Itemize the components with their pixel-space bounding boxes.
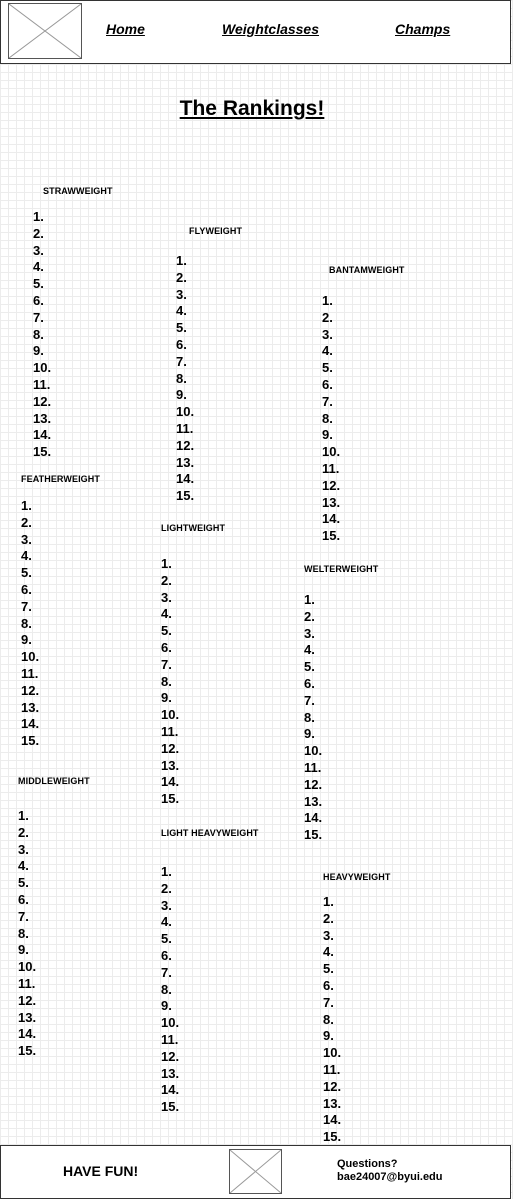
rank-item: 14. [176, 471, 195, 487]
rank-item: 2. [322, 309, 333, 325]
middleweight-title: MIDDLEWEIGHT [18, 776, 90, 786]
rank-item: 13. [33, 410, 52, 426]
rank-item: 3. [33, 242, 44, 258]
rank-item: 5. [176, 320, 187, 336]
rank-item: 3. [304, 625, 315, 641]
page-title: The Rankings! [179, 97, 325, 120]
rank-item: 4. [21, 548, 32, 564]
rank-item: 12. [21, 682, 40, 698]
rank-item: 4. [161, 606, 172, 622]
rank-item: 2. [161, 880, 172, 896]
rank-item: 5. [322, 360, 333, 376]
rank-item: 8. [176, 370, 187, 386]
rank-item: 13. [161, 1065, 180, 1081]
rank-item: 1. [33, 209, 44, 224]
rank-item: 8. [323, 1011, 334, 1027]
site-footer [0, 1145, 511, 1199]
rank-item: 1. [161, 556, 172, 571]
bantamweight-rank-list [322, 293, 340, 545]
rank-item: 8. [161, 673, 172, 689]
rank-item: 3. [322, 326, 333, 342]
rank-item: 10. [18, 959, 37, 975]
rank-item: 2. [323, 910, 334, 926]
rank-item: 7. [176, 353, 187, 369]
rank-item: 11. [161, 723, 179, 739]
rank-item: 15. [161, 1099, 180, 1115]
nav-home-link[interactable]: Home [106, 21, 145, 37]
rank-item: 4. [322, 343, 333, 359]
rank-item: 5. [18, 875, 29, 891]
rank-item: 3. [161, 897, 172, 913]
rank-item: 4. [18, 858, 29, 874]
rank-item: 9. [161, 998, 172, 1014]
rank-item: 6. [161, 947, 172, 963]
rank-item: 5. [161, 623, 172, 639]
rank-item: 6. [161, 639, 172, 655]
rank-item: 10. [176, 404, 195, 420]
contact-label: Questions? [337, 1158, 398, 1170]
rank-item: 14. [323, 1112, 342, 1128]
rank-item: 15. [323, 1129, 342, 1145]
rank-item: 5. [33, 276, 44, 292]
rank-item: 12. [33, 393, 52, 409]
rank-item: 11. [304, 759, 322, 775]
rank-item: 15. [33, 444, 52, 460]
rank-item: 3. [21, 531, 32, 547]
rank-item: 9. [33, 343, 44, 359]
rank-item: 3. [18, 841, 29, 857]
rank-item: 10. [322, 444, 341, 460]
rank-item: 1. [176, 253, 187, 268]
rank-item: 11. [323, 1061, 341, 1077]
light-heavyweight-rank-list [161, 864, 179, 1116]
rank-item: 14. [33, 427, 52, 443]
rank-item: 11. [33, 376, 51, 392]
rank-item: 1. [323, 894, 334, 909]
rank-item: 10. [323, 1045, 342, 1061]
rank-item: 10. [33, 360, 52, 376]
rank-item: 6. [176, 336, 187, 352]
rank-item: 7. [161, 964, 172, 980]
nav-champs-link[interactable]: Champs [395, 21, 451, 37]
rank-item: 13. [322, 494, 341, 510]
rank-item: 10. [161, 1015, 180, 1031]
featherweight-rank-list [21, 498, 39, 750]
rank-item: 7. [304, 692, 315, 708]
flyweight-rank-list [176, 253, 194, 505]
rank-item: 9. [322, 427, 333, 443]
rank-item: 6. [21, 581, 32, 597]
rank-item: 6. [304, 675, 315, 691]
rank-item: 12. [304, 776, 323, 792]
rank-item: 1. [304, 592, 315, 607]
footer-tagline: HAVE FUN! [63, 1163, 139, 1179]
rank-item: 11. [176, 420, 194, 436]
rank-item: 10. [161, 707, 180, 723]
rank-item: 15. [176, 488, 195, 504]
rank-item: 1. [21, 498, 32, 513]
rank-item: 4. [33, 259, 44, 275]
rank-item: 7. [18, 908, 29, 924]
rank-item: 5. [304, 659, 315, 675]
rank-item: 6. [323, 977, 334, 993]
site-header [0, 0, 511, 64]
rank-item: 9. [304, 726, 315, 742]
lightweight-title: LIGHTWEIGHT [161, 523, 226, 533]
rank-item: 8. [304, 709, 315, 725]
light-heavyweight-title: LIGHT HEAVYWEIGHT [161, 828, 259, 838]
rank-item: 14. [161, 774, 180, 790]
rank-item: 7. [161, 656, 172, 672]
strawweight-title: STRAWWEIGHT [43, 186, 113, 196]
welterweight-rank-list [304, 592, 322, 844]
rank-item: 9. [161, 690, 172, 706]
rank-item: 13. [161, 757, 180, 773]
rank-item: 2. [176, 269, 187, 285]
rank-item: 11. [161, 1031, 179, 1047]
rank-item: 2. [161, 572, 172, 588]
rank-item: 1. [322, 293, 333, 308]
footer-image-placeholder-icon [229, 1149, 282, 1194]
rank-item: 12. [323, 1078, 342, 1094]
welterweight-title: WELTERWEIGHT [304, 564, 379, 574]
rank-item: 13. [304, 793, 323, 809]
rank-item: 7. [323, 994, 334, 1010]
rank-item: 5. [21, 565, 32, 581]
rank-item: 11. [18, 975, 36, 991]
rank-item: 4. [323, 944, 334, 960]
rank-item: 8. [21, 615, 32, 631]
rank-item: 7. [33, 309, 44, 325]
rank-item: 12. [161, 740, 180, 756]
rank-item: 14. [304, 810, 323, 826]
rank-item: 14. [322, 511, 341, 527]
lightweight-rank-list [161, 556, 179, 808]
rank-item: 4. [304, 642, 315, 658]
rank-item: 13. [18, 1009, 37, 1025]
rank-item: 8. [161, 981, 172, 997]
rank-item: 11. [21, 665, 39, 681]
rank-item: 13. [176, 454, 195, 470]
rank-item: 5. [323, 961, 334, 977]
rank-item: 2. [33, 225, 44, 241]
rank-item: 3. [161, 589, 172, 605]
rank-item: 12. [176, 437, 195, 453]
rank-item: 10. [304, 743, 323, 759]
rank-item: 14. [161, 1082, 180, 1098]
rank-item: 15. [18, 1043, 37, 1059]
footer-contact [337, 1158, 443, 1184]
rank-item: 15. [322, 528, 341, 544]
bantamweight-title: BANTAMWEIGHT [329, 265, 405, 275]
rank-item: 1. [161, 864, 172, 879]
rank-item: 6. [18, 891, 29, 907]
rank-item: 14. [21, 716, 40, 732]
heavyweight-rank-list [323, 894, 341, 1146]
rank-item: 15. [161, 791, 180, 807]
rank-item: 15. [21, 733, 40, 749]
strawweight-rank-list [33, 209, 51, 461]
rank-item: 1. [18, 808, 29, 823]
rank-item: 9. [323, 1028, 334, 1044]
rank-item: 2. [18, 824, 29, 840]
rank-item: 9. [18, 942, 29, 958]
rank-item: 15. [304, 827, 323, 843]
contact-email[interactable]: bae24007@byui.edu [337, 1171, 443, 1183]
flyweight-title: FLYWEIGHT [189, 226, 243, 236]
rank-item: 7. [322, 393, 333, 409]
middleweight-rank-list [18, 808, 36, 1060]
rank-item: 8. [322, 410, 333, 426]
rank-item: 6. [33, 292, 44, 308]
rank-item: 8. [33, 326, 44, 342]
rank-item: 13. [323, 1095, 342, 1111]
rank-item: 12. [161, 1048, 180, 1064]
heavyweight-title: HEAVYWEIGHT [323, 872, 391, 882]
rank-item: 2. [21, 514, 32, 530]
rank-item: 2. [304, 608, 315, 624]
rank-item: 3. [176, 286, 187, 302]
rank-item: 6. [322, 376, 333, 392]
featherweight-title: FEATHERWEIGHT [21, 474, 100, 484]
rank-item: 14. [18, 1026, 37, 1042]
rank-item: 4. [176, 303, 187, 319]
logo-placeholder-icon[interactable] [8, 3, 82, 59]
rank-item: 3. [323, 927, 334, 943]
nav-weightclasses-link[interactable]: Weightclasses [222, 21, 320, 37]
rank-item: 12. [18, 992, 37, 1008]
rank-item: 9. [176, 387, 187, 403]
rank-item: 11. [322, 460, 340, 476]
rank-item: 4. [161, 914, 172, 930]
rank-item: 7. [21, 598, 32, 614]
rank-item: 12. [322, 477, 341, 493]
rank-item: 13. [21, 699, 40, 715]
rank-item: 5. [161, 931, 172, 947]
rank-item: 9. [21, 632, 32, 648]
rank-item: 10. [21, 649, 40, 665]
rank-item: 8. [18, 925, 29, 941]
